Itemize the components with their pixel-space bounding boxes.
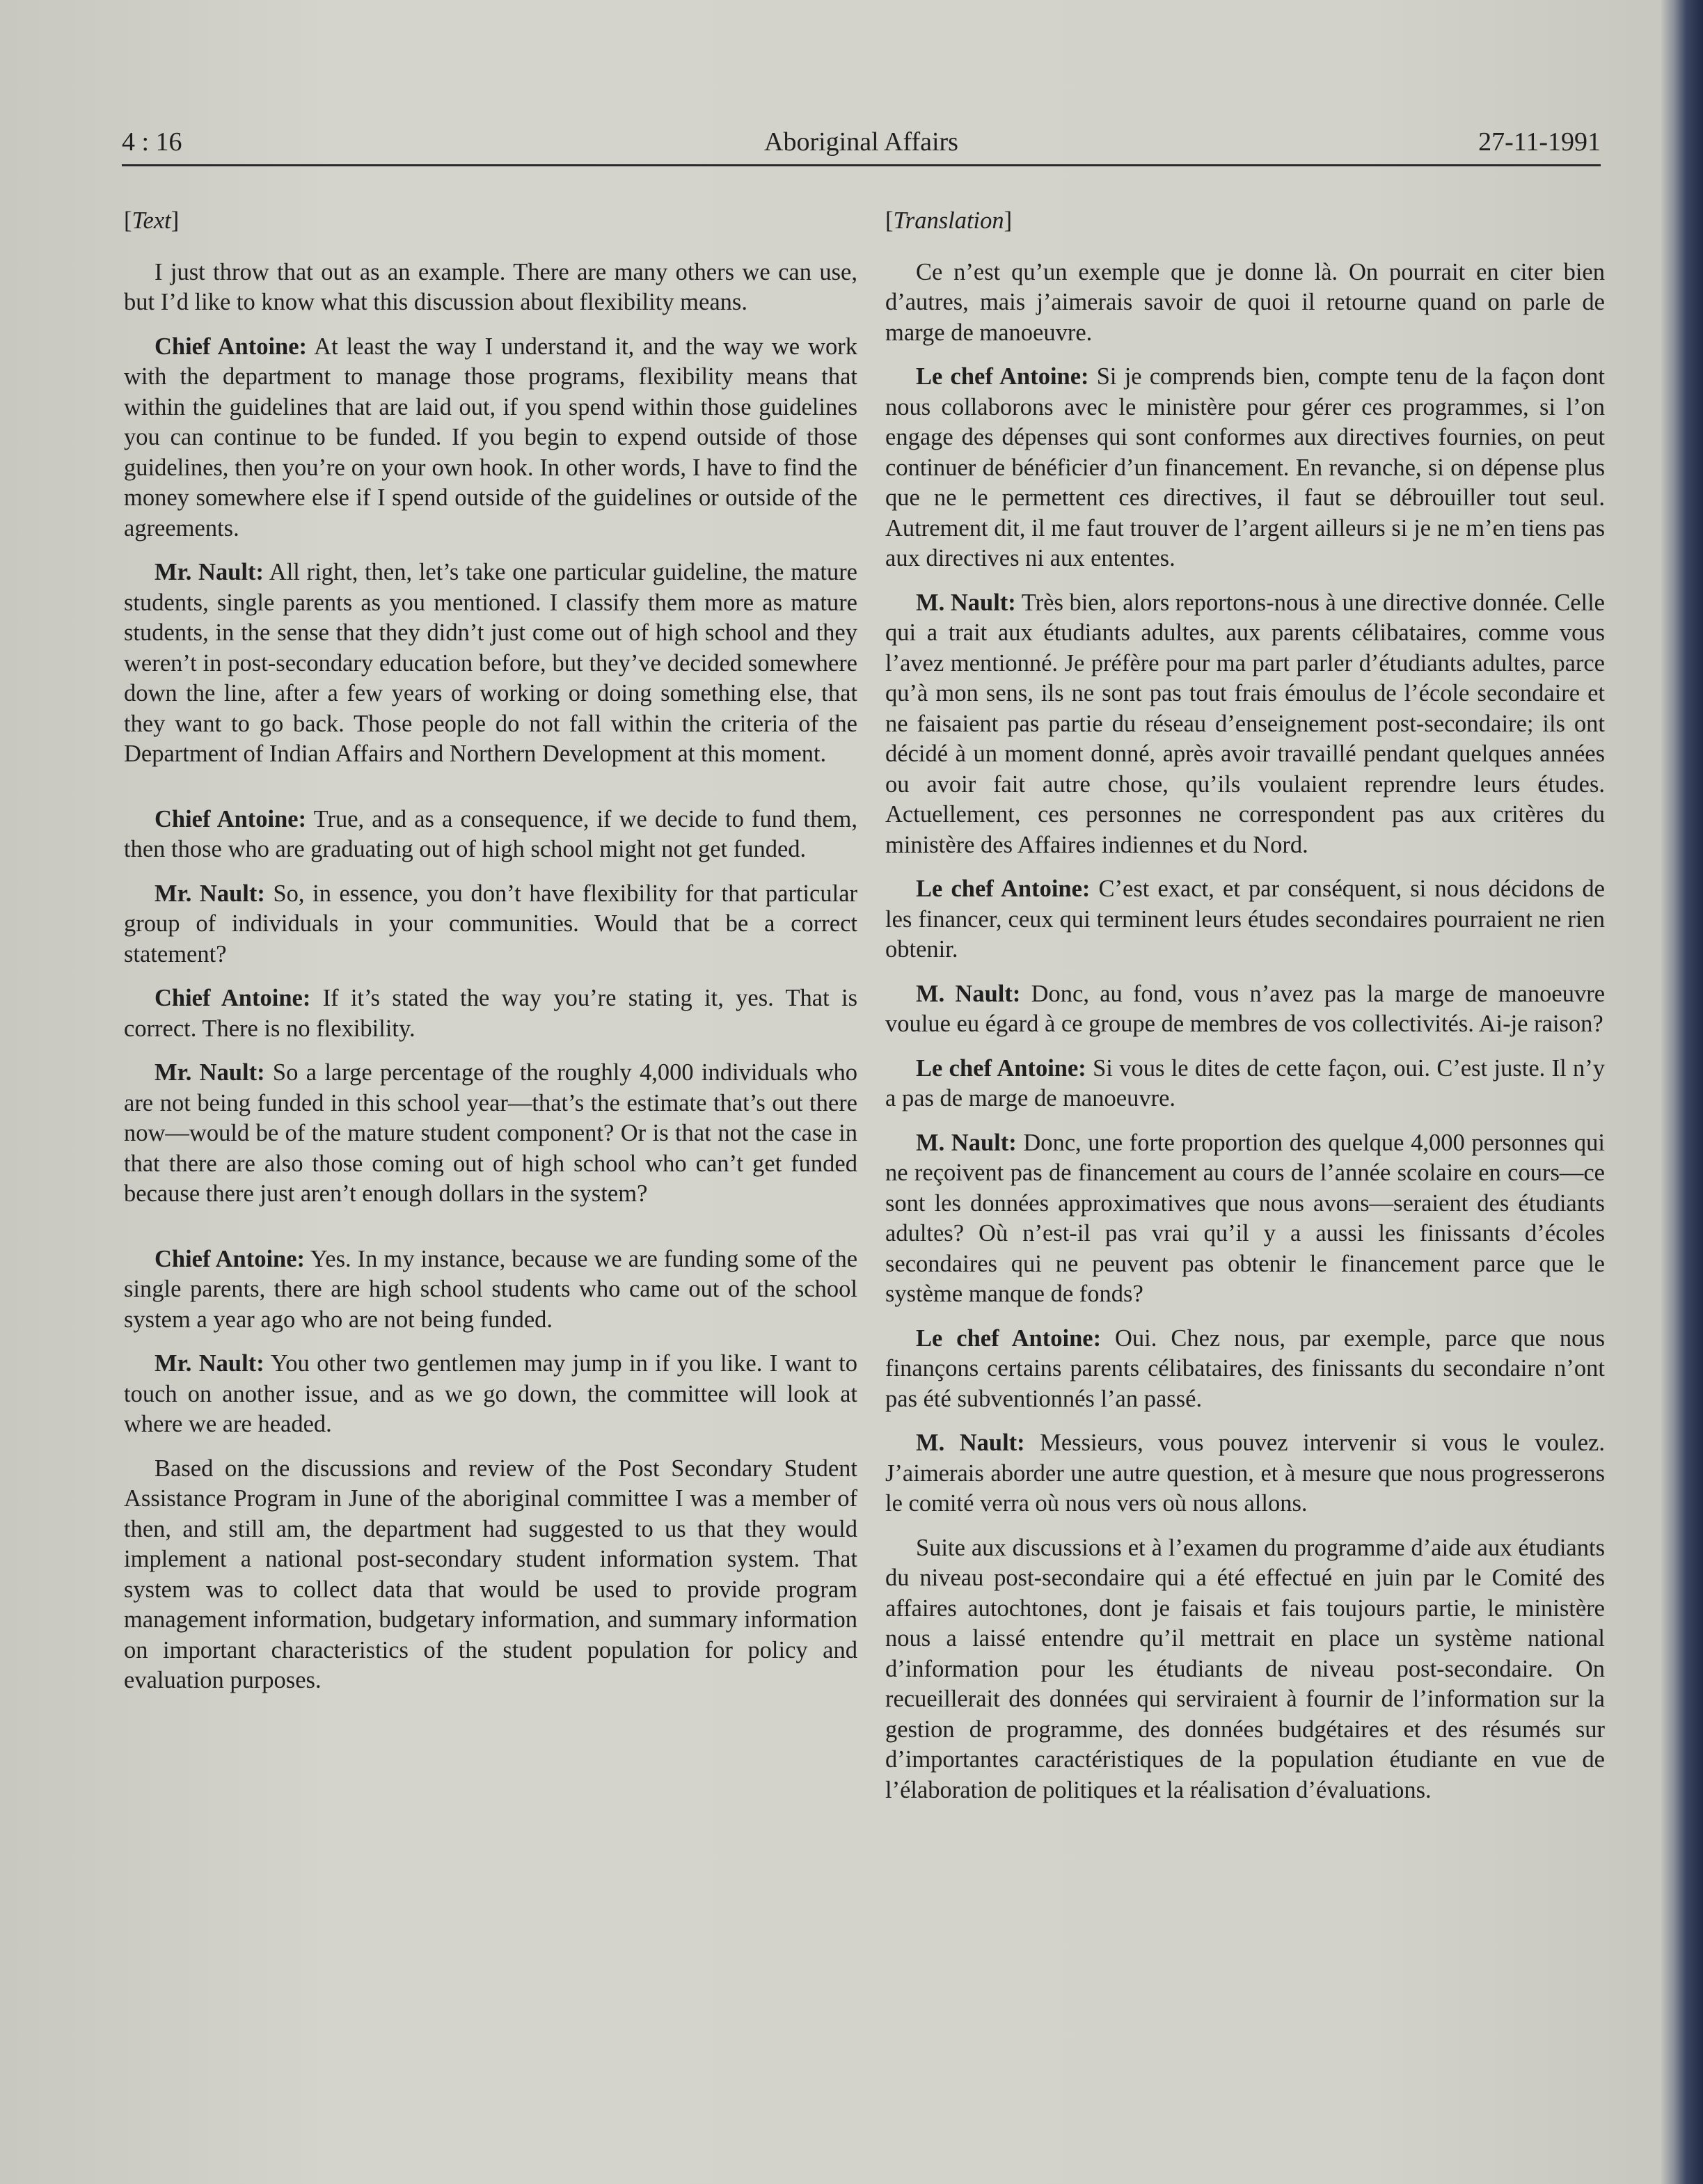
french-paragraph — [885, 258, 1605, 349]
paragraph-text: Ce n’est qu’un exemple que je donne là. On pourrait en citer bien d’autres, mais j’aimerais savoir de quoi il retourne quand on parle de marge de manoeuvre. — [885, 258, 1605, 346]
french-column-label: [Translation] — [885, 207, 1013, 234]
french-paragraph — [885, 1533, 1605, 1806]
paragraph-text: Based on the discussions and review of the Post Secondary Student Assistance Program in June of the aboriginal committee I was a member of then, and still am, the department had suggested to us that they would implement a national post-secondary student information system. That system was to collect data that would be used to provide program management information, budgetary information, and summary information on important characteristics of the student population for policy and evaluation purposes. — [124, 1455, 857, 1693]
english-paragraph — [124, 557, 857, 770]
speaker-name: Mr. Nault: — [155, 559, 264, 585]
speaker-name: Le chef Antoine: — [916, 1324, 1102, 1352]
speaker-name: M. Nault: — [916, 980, 1021, 1007]
paragraph-text: All right, then, let’s take one particular guideline, the mature students, single parents as you mentioned. I classify them more as mature students, in the sense that they didn’t just come out of high school and they weren’t in post-secondary education before, but they’ve decided somewhere down the line, after a few years of working or doing something else, that they want to go back. Those people do not fall within the criteria of the Department of Indian Affairs and Northern Development at this moment. — [124, 559, 857, 767]
english-column-label: [Text] — [124, 207, 180, 234]
speaker-name: Mr. Nault: — [155, 1350, 264, 1377]
french-paragraph — [885, 588, 1605, 861]
english-paragraph — [124, 1244, 857, 1336]
english-paragraph — [124, 1454, 857, 1696]
speaker-name: Mr. Nault: — [155, 880, 265, 907]
english-paragraph — [124, 1349, 857, 1440]
speaker-name: Chief Antoine: — [155, 333, 308, 360]
speaker-name: Chief Antoine: — [155, 1245, 306, 1272]
page-header — [122, 125, 1601, 166]
english-paragraph — [124, 805, 857, 865]
english-label-text: Text — [132, 207, 171, 234]
speaker-name: Le chef Antoine: — [916, 363, 1089, 390]
english-paragraph — [124, 332, 857, 544]
french-paragraph — [885, 1428, 1605, 1519]
speaker-name: Le chef Antoine: — [916, 876, 1091, 902]
paragraph-text: I just throw that out as an example. There are many others we can use, but I’d like to know what this discussion about flexibility means. — [124, 258, 857, 315]
english-column — [124, 206, 857, 1710]
speaker-name: Chief Antoine: — [155, 805, 307, 832]
french-paragraph — [885, 1054, 1605, 1114]
paragraph-text: If it’s stated the way you’re stating it, yes. That is correct. There is no flexibility. — [124, 985, 858, 1042]
english-paragraph — [124, 983, 857, 1044]
paragraph-text: Très bien, alors reportons-nous à une directive donnée. Celle qui a trait aux étudiants adultes, aux parents célibataires, comme vous l’avez mentionné. Je préfère pour ma part parler d’étudiants adultes, parce qu’à mon sens, ils ne sont pas tout frais émoulus de l’école secondaire et ne faisaient pas partie du réseau d’enseignement post-secondaire; ils ont décidé à un moment donné, après avoir travaillé pendant quelques années ou avoir fait autre chose, qu’ils voulaient reprendre leurs études. Actuellement, ces personnes ne correspondent pas aux critères du ministère des Affaires indiennes et du Nord. — [885, 589, 1605, 858]
english-paragraph — [124, 879, 857, 970]
running-title: Aboriginal Affairs — [764, 127, 958, 157]
french-paragraph — [885, 979, 1605, 1040]
paragraph-text: Donc, au fond, vous n’avez pas la marge de manoeuvre voulue eu égard à ce groupe de membres de vos collectivités. Ai-je raison? — [885, 980, 1606, 1037]
paragraph-text: C’est exact, et par conséquent, si nous décidons de les financer, ceux qui terminent leurs études secondaires pourraient ne rien obtenir. — [885, 876, 1605, 963]
french-paragraph — [885, 1324, 1605, 1415]
paragraph-text: So a large percentage of the roughly 4,000 individuals who are not being funded in this school year—that’s the estimate that’s out there now—would be of the mature student component? Or is that not the case in that there are also those coming out of high school who can’t get funded because there just aren’t enough dollars in the system? — [124, 1059, 858, 1207]
paragraph-text: Donc, une forte proportion des quelque 4,000 personnes qui ne reçoivent pas de financement au cours de l’année scolaire en cours—ce sont les données approximatives que nous avons—seraient des étudiants adultes? Où n’est-il pas vrai qu’il y a aussi les finissants d’écoles secondaires qui ne peuvent pas obtenir le financement parce que le système manque de fonds? — [885, 1129, 1605, 1307]
paragraph-text: You other two gentlemen may jump in if you like. I want to touch on another issue, and as we go down, the committee will look at where we are headed. — [124, 1350, 858, 1437]
speaker-name: M. Nault: — [916, 589, 1016, 616]
paragraph-text: So, in essence, you don’t have flexibility for that particular group of individuals in your communities. Would that be a correct statement? — [124, 880, 858, 967]
paragraph-text: Oui. Chez nous, par exemple, parce que nous finançons certains parents célibataires, des finissants du secondaire n’ont pas été subventionnés l’an passé. — [885, 1324, 1606, 1412]
english-paragraph — [124, 258, 857, 318]
page-date: 27-11-1991 — [1478, 127, 1601, 157]
english-paragraph — [124, 1058, 857, 1210]
paragraph-text: Suite aux discussions et à l’examen du programme d’aide aux étudiants du niveau post-secondaire qui a été effectué en juin par le Comité des affaires autochtones, dont je faisais et fais toujours partie, le ministère nous a laissé entendre qu’il mettrait en place un système national d’information pour les étudiants de niveau post-secondaire. On recueillerait des données qui serviraient à fournir de l’information sur la gestion de programme, des données budgétaires et des résumés sur d’importantes caractéristiques de la population étudiante en vue de l’élaboration de politiques et la réalisation d’évaluations. — [885, 1534, 1605, 1803]
book-spine — [1661, 0, 1703, 2184]
speaker-name: Chief Antoine: — [155, 985, 311, 1011]
paragraph-text: At least the way I understand it, and the way we work with the department to manage those programs, flexibility means that within the guidelines that are laid out, if you spend within those guidelines you can continue to be funded. If you begin to expend outside of those guidelines, then you’re on your own hook. In other words, I have to find the money somewhere else if I spend outside of the guidelines or outside of the agreements. — [124, 333, 857, 541]
paragraph-text: Messieurs, vous pouvez intervenir si vous le voulez. J’aimerais aborder une autre question, et à mesure que nous progresserons le comité verra où nous vers où nous allons. — [885, 1430, 1605, 1517]
paragraph-text: Si je comprends bien, compte tenu de la façon dont nous collaborons avec le ministère pour gérer ces programmes, si l’on engage des dépenses qui sont conformes aux directives fournies, on peut continuer de bénéficier d’un financement. En revanche, si on dépense plus que ne le permettent ces directives, il faut se débrouiller tout seul. Autrement dit, il me faut trouver de l’argent ailleurs si je ne m’en tiens pas aux directives ni aux ententes. — [885, 363, 1605, 571]
french-paragraph — [885, 1128, 1605, 1310]
paragraph-text: True, and as a consequence, if we decide to fund them, then those who are graduating out of high school might not get funded. — [124, 805, 858, 862]
speaker-name: M. Nault: — [916, 1129, 1017, 1156]
french-paragraph — [885, 874, 1605, 965]
french-paragraph — [885, 362, 1605, 574]
french-label-text: Translation — [893, 207, 1004, 234]
paragraph-text: Si vous le dites de cette façon, oui. C’est juste. Il n’y a pas de marge de manoeuvre. — [885, 1054, 1605, 1111]
speaker-name: M. Nault: — [916, 1430, 1025, 1456]
paragraph-text: Yes. In my instance, because we are funding some of the single parents, there are high school students who came out of the school system a year ago who are not being funded. — [124, 1245, 858, 1333]
speaker-name: Mr. Nault: — [155, 1059, 265, 1086]
speaker-name: Le chef Antoine: — [916, 1054, 1086, 1082]
page-number: 4 : 16 — [122, 127, 182, 157]
french-column — [885, 206, 1605, 1819]
